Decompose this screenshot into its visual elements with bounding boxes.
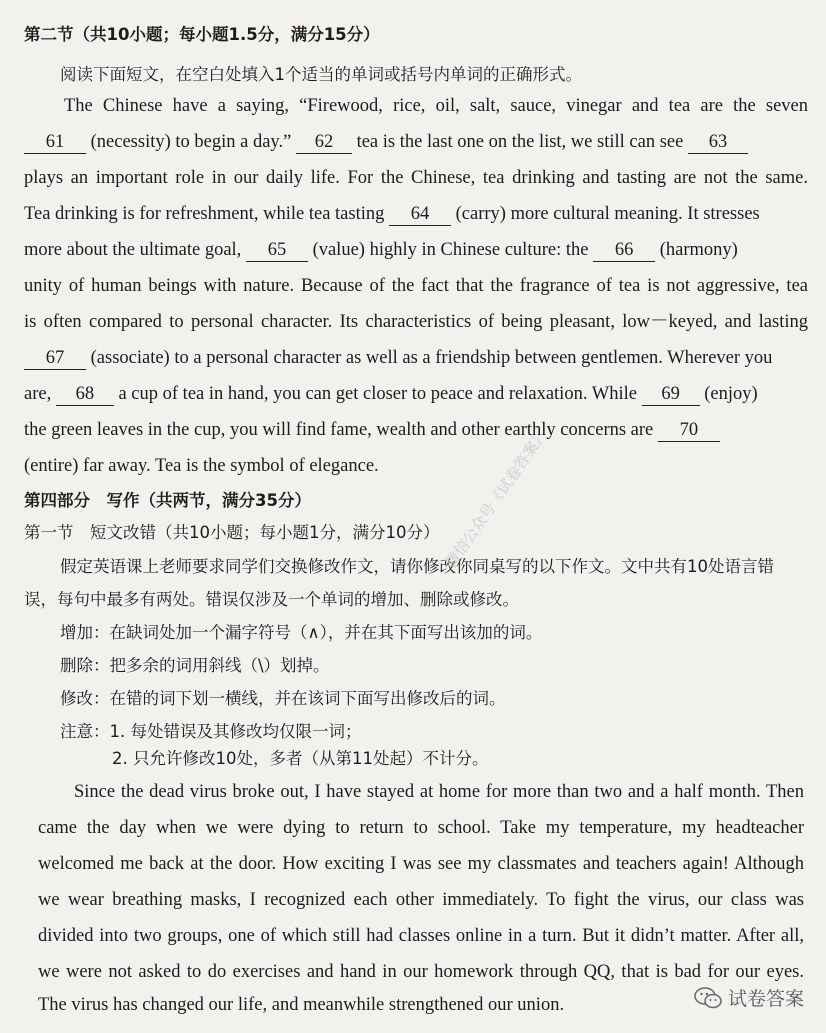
essay-line: came the day when we were dying to return to school. Take my temperature, my headteacher — [38, 818, 804, 838]
passage-line: the green leaves in the cup, you will find fame, wealth and other earthly concerns are 70 — [24, 417, 808, 443]
passage-line: plays an important role in our daily life. For the Chinese, tea drinking and tasting are not the same. — [24, 168, 808, 188]
instruction-delete: 删除：把多余的词用斜线（\）划掉。 — [60, 656, 330, 675]
part-4-header: 第四部分 写作（共两节，满分35分） — [24, 491, 311, 510]
essay-line: The virus has changed our life, and meanwhile strengthened our union. — [38, 995, 565, 1015]
section-2-header: 第二节（共10小题；每小题1.5分，满分15分） — [24, 25, 380, 44]
essay-line: divided into two groups, one of which still had classes online in a turn. But it didn’t matter. After all, — [38, 926, 804, 946]
blank-66[interactable]: 66 — [593, 240, 655, 262]
blank-62[interactable]: 62 — [296, 132, 352, 154]
instruction-line: 假定英语课上老师要求同学们交换修改作文，请你修改你同桌写的以下作文。文中共有10处语言错 — [60, 557, 774, 576]
blank-68[interactable]: 68 — [56, 384, 114, 406]
logo-text: 试卷答案 — [727, 988, 804, 1010]
passage-line: The Chinese have a saying, “Firewood, rice, oil, salt, sauce, vinegar and tea are the seven — [64, 96, 808, 116]
blank-61[interactable]: 61 — [24, 132, 86, 154]
section-2-instruction: 阅读下面短文，在空白处填入1个适当的单词或括号内单词的正确形式。 — [60, 65, 582, 84]
section-1-header: 第一节 短文改错（共10小题；每小题1分，满分10分） — [24, 523, 440, 542]
blank-69[interactable]: 69 — [642, 384, 700, 406]
essay-line: we wear breathing masks, I recognized each other immediately. To fight the virus, our class was — [38, 890, 804, 910]
instruction-add: 增加：在缺词处加一个漏字符号（∧），并在其下面写出该加的词。 — [60, 623, 543, 642]
essay-line: Since the dead virus broke out, I have stayed at home for more than two and a half month. Then — [74, 782, 804, 802]
watermark-text: 微信公众号《试卷答案》 — [441, 425, 552, 572]
passage-line: 67 (associate) to a personal character as well as a friendship between gentlemen. Wherever you — [24, 345, 808, 371]
passage-line: 61 (necessity) to begin a day.” 62 tea is the last one on the list, we still can see 63 — [24, 129, 808, 155]
passage-line: is often compared to personal character. Its characteristics of being pleasant, low－keyed, and lasting — [24, 312, 808, 332]
blank-65[interactable]: 65 — [246, 240, 308, 262]
passage-line: unity of human beings with nature. Because of the fact that the fragrance of tea is not aggressive, tea — [24, 276, 808, 296]
instruction-modify: 修改：在错的词下划一横线，并在该词下面写出修改后的词。 — [60, 689, 506, 708]
essay-line: welcomed me back at the door. How exciting I was see my classmates and teachers again! Although — [38, 854, 804, 874]
passage-line: more about the ultimate goal, 65 (value) highly in Chinese culture: the 66 (harmony) — [24, 240, 738, 260]
blank-64[interactable]: 64 — [389, 204, 451, 226]
passage-line: Tea drinking is for refreshment, while tea tasting 64 (carry) more cultural meaning. It stresses — [24, 204, 760, 224]
passage-line: are, 68 a cup of tea in hand, you can get closer to peace and relaxation. While 69 (enjoy) — [24, 384, 758, 404]
blank-63[interactable]: 63 — [688, 132, 748, 154]
wechat-logo — [694, 984, 804, 1011]
passage-line: (entire) far away. Tea is the symbol of elegance. — [24, 456, 379, 476]
instruction-line: 误，每句中最多有两处。错误仅涉及一个单词的增加、删除或修改。 — [24, 590, 519, 609]
blank-70[interactable]: 70 — [658, 420, 720, 442]
blank-67[interactable]: 67 — [24, 348, 86, 370]
instruction-note-1: 注意：1. 每处错误及其修改均仅限一词； — [60, 722, 362, 741]
wechat-icon — [694, 986, 722, 1010]
essay-line: we were not asked to do exercises and hand in our homework through QQ, that is bad for our eyes. — [38, 962, 804, 982]
instruction-note-2: 2. 只允许修改10处，多者（从第11处起）不计分。 — [112, 749, 489, 768]
